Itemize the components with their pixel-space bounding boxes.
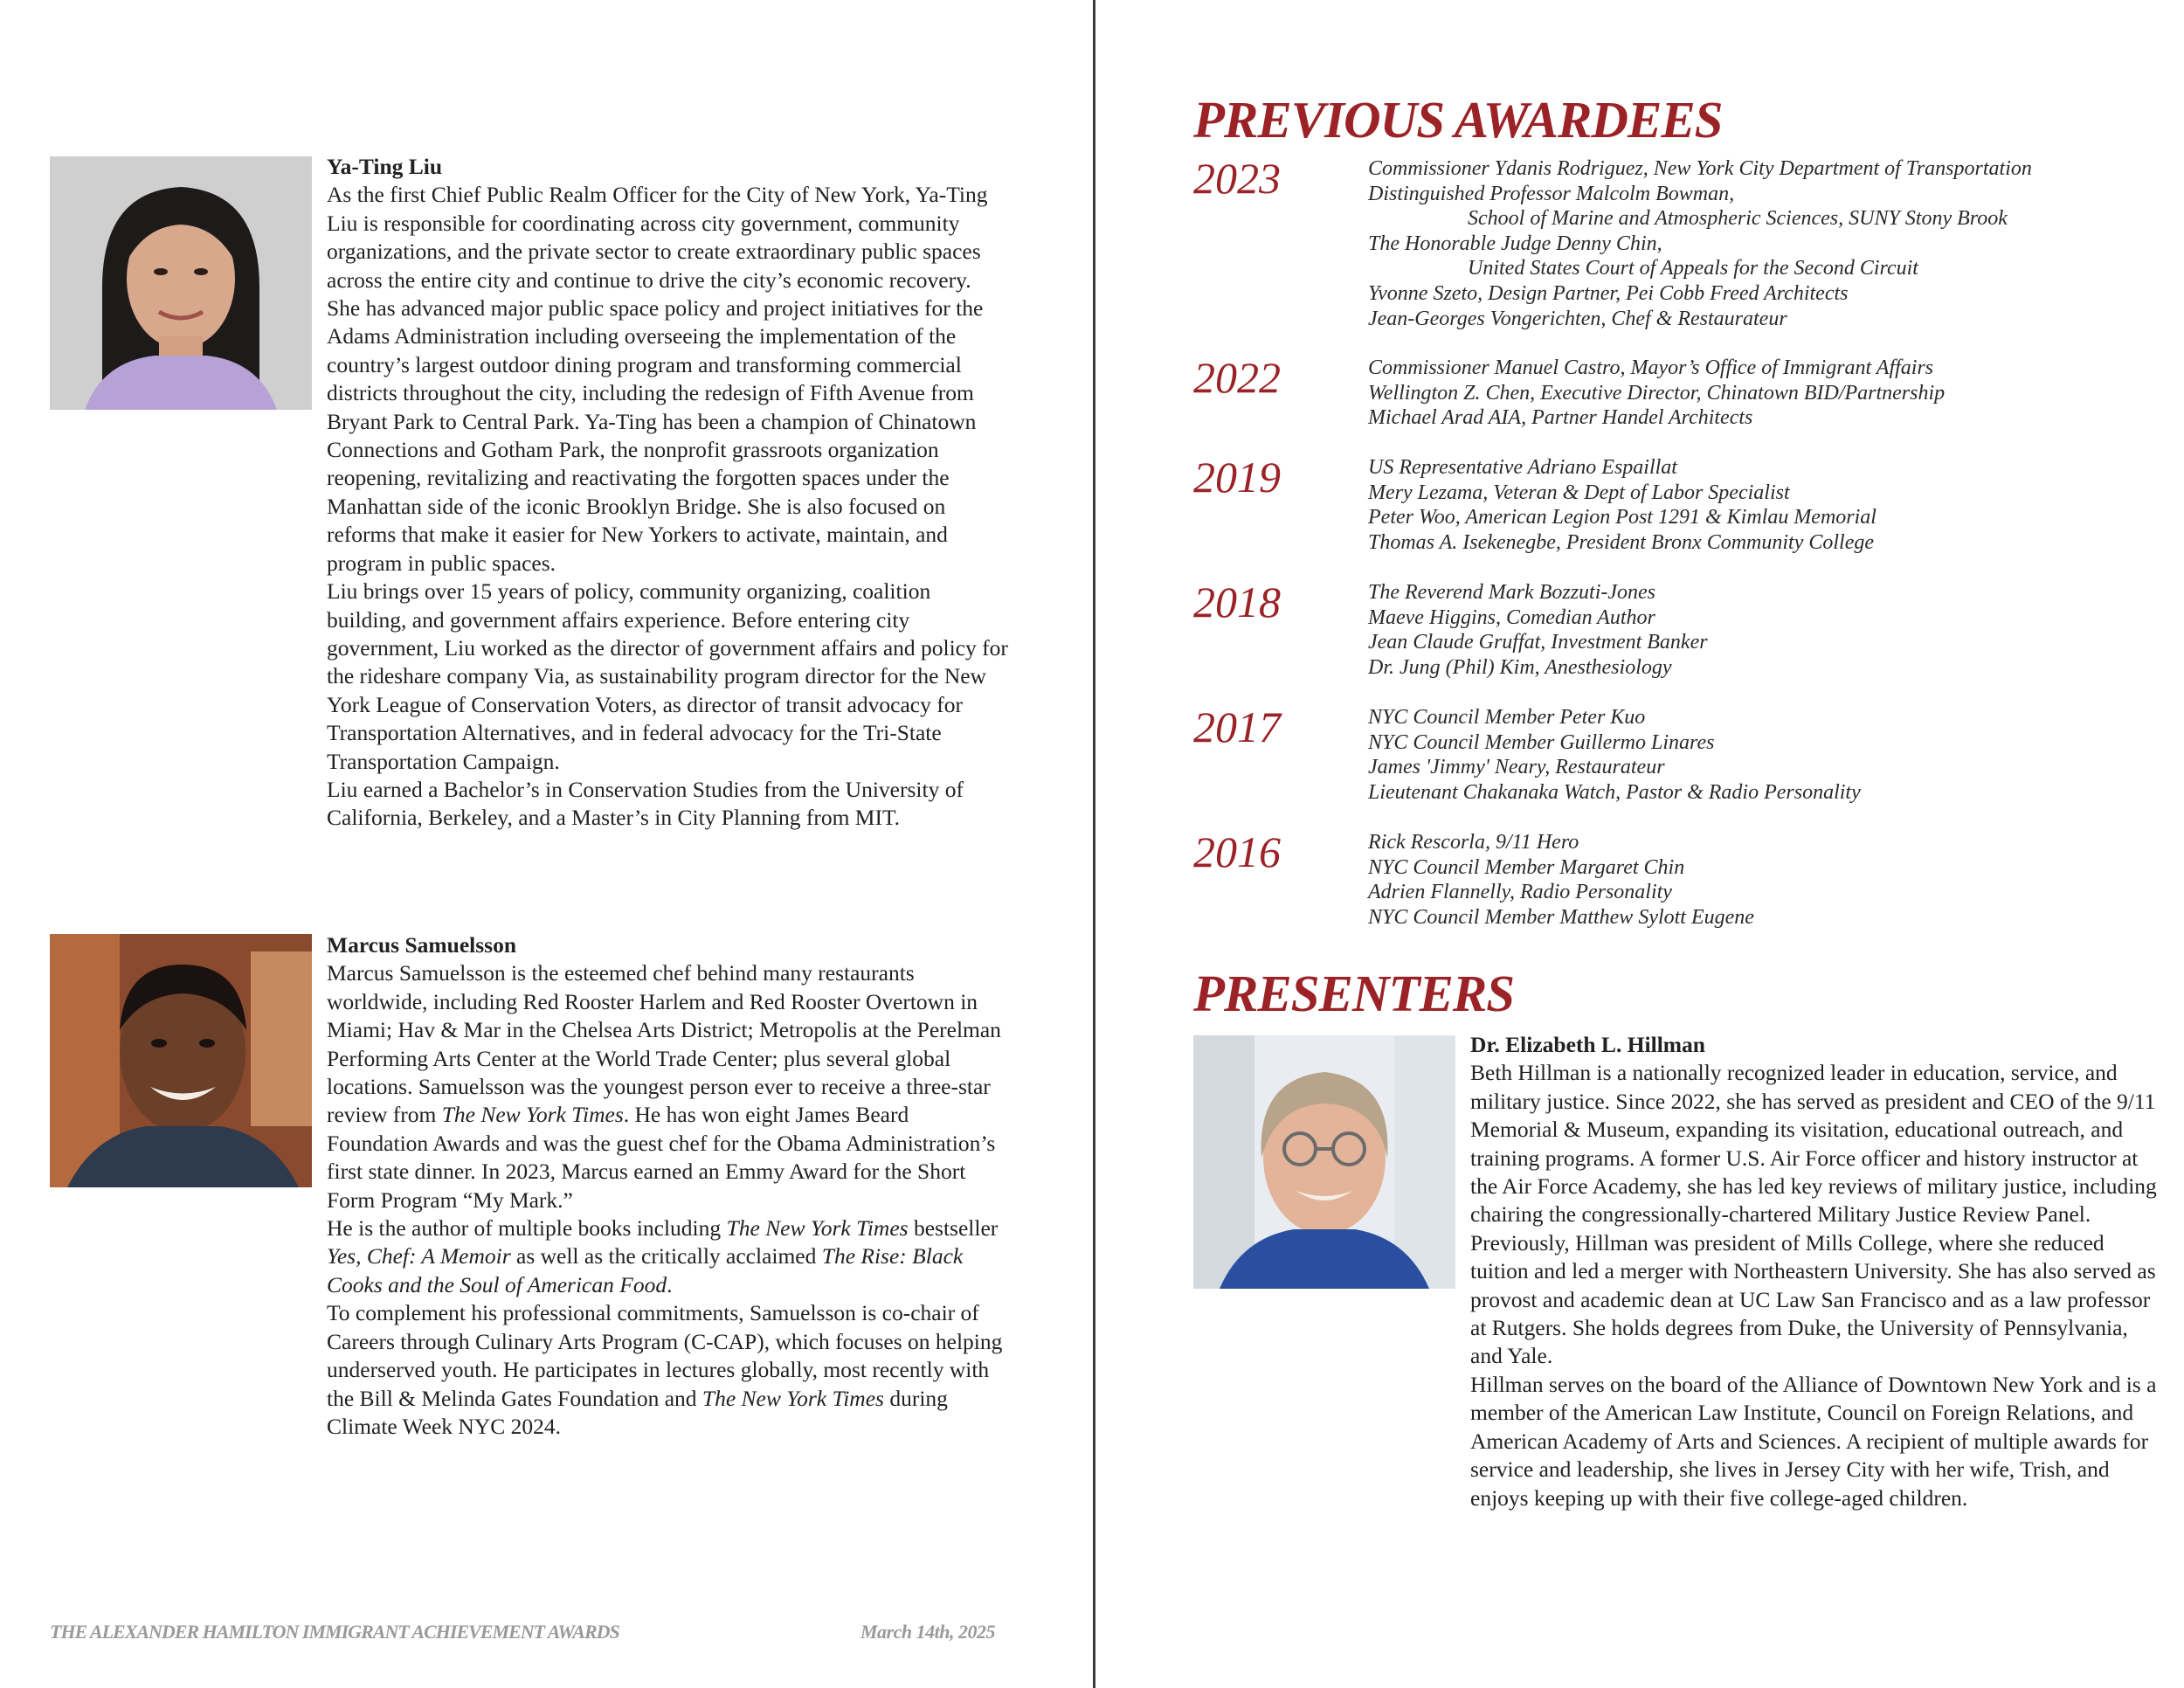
year-label: 2017	[1193, 702, 1281, 751]
awardee: US Representative Adriano Espaillat	[1368, 456, 1677, 479]
awardee: Jean-Georges Vongerichten, Chef & Restaurateur	[1368, 307, 1787, 330]
portrait-marcus-samuelsson	[50, 934, 312, 1187]
awardee-list	[1368, 356, 2154, 431]
year-label: 2019	[1193, 453, 1281, 502]
awardee: NYC Council Member Margaret Chin	[1368, 855, 1685, 879]
bio-paragraph: As the first Chief Public Realm Officer for the City of New York, Ya-Ting Liu is responsible for coordinating across city government, community organizations, and the private sector to create extraordinary public spaces across the entire city and continue to drive the city’s economic recovery.	[327, 182, 988, 293]
bio-elizabeth-hillman	[1470, 1031, 2160, 1512]
awardee: James 'Jimmy' Neary, Restaurateur	[1368, 756, 1665, 779]
awardee: NYC Council Member Guillermo Linares	[1368, 730, 1715, 754]
bio-paragraph: Liu brings over 15 years of policy, community organizing, coalition building, and government affairs experience. Before entering city government, Liu worked as the director of government affairs and policy for the rideshare company Via, as sustainability program director for the New York League of Conservation Voters, as director of transit advocacy for Transportation Alternatives, and in federal advocacy for the Tri-State Transportation Campaign.	[327, 578, 1008, 774]
awardee-list	[1368, 156, 2154, 331]
bio-paragraph: Liu earned a Bachelor’s in Conservation Studies from the University of California, Berkeley, and a Master’s in City Planning from MIT.	[327, 776, 964, 831]
awardee: Lieutenant Chakanaka Watch, Pastor & Radio Personality	[1368, 780, 1861, 804]
bio-paragraph: She has advanced major public space policy and project initiatives for the Adams Administration including overseeing the implementation of the country’s largest outdoor dining program and transforming commercial districts throughout the city, including the redesign of Fifth Avenue from Bryant Park to Central Park. Ya-Ting has been a champion of Chinatown Connections and Gotham Park, the nonprofit grassroots organization reopening, revitalizing and reactivating the forgotten spaces under the Manhattan side of the iconic Brooklyn Bridge. She is also focused on reforms that make it easier for New Yorkers to activate, maintain, and program in public spaces.	[327, 295, 984, 576]
awardee: Jean Claude Gruffat, Investment Banker	[1368, 631, 1708, 654]
awardee-list	[1368, 580, 2154, 680]
awardee: Rick Rescorla, 9/11 Hero	[1368, 831, 1579, 854]
previous-awardees-heading: PREVIOUS AWARDEES	[1193, 91, 1723, 149]
bio-name: Ya-Ting Liu	[327, 154, 443, 179]
awardee: Peter Woo, American Legion Post 1291 & Kimlau Memorial	[1368, 506, 1876, 529]
awardee-list	[1368, 455, 2154, 555]
bio-name: Marcus Samuelsson	[327, 932, 517, 958]
bio-paragraph: Hillman serves on the board of the Alliance of Downtown New York and is a member of the American Law Institute, Council on Foreign Relations, and American Academy of Arts and Sciences. A recipient of multiple awards for service and leadership, she lives in Jersey City with her wife, Trish, and enjoys keeping up with their five college-aged children.	[1470, 1371, 2157, 1511]
bio-paragraph: Beth Hillman is a nationally recognized leader in education, service, and military justice. Since 2022, she has served as president and CEO of the 9/11 Memorial & Museum, expanding its visitation, educational outreach, and training programs. A former U.S. Air Force officer and history instructor at the Air Force Academy, she has led key reviews of military justice, including chairing the congressionally-chartered Military Justice Review Panel.	[1470, 1060, 2157, 1228]
awardee: Commissioner Ydanis Rodriguez, New York City Department of Transportation	[1368, 157, 2032, 180]
bio-paragraph: To complement his professional commitments, Samuelsson is co-chair of Careers through Culinary Arts Program (C-CAP), which focuses on helping underserved youth. He participates in lectures globally, most recently with the Bill & Melinda Gates Foundation and The New York Times during Climate Week NYC 2024.	[327, 1300, 1003, 1439]
awardee: Michael Arad AIA, Partner Handel Architects	[1368, 406, 1753, 430]
bio-paragraph: He is the author of multiple books including The New York Times bestseller Yes, Chef: A Memoir as well as the critically acclaimed The Rise: Black Cooks and the Soul of American Food.	[327, 1215, 999, 1297]
bio-ya-ting-liu	[327, 153, 1008, 833]
page-divider	[1093, 0, 1095, 1688]
awardee: Distinguished Professor Malcolm Bowman,	[1368, 182, 1735, 205]
awardee: NYC Council Member Peter Kuo	[1368, 706, 1646, 729]
footer-title: THE ALEXANDER HAMILTON IMMIGRANT ACHIEVEMENT AWARDS	[50, 1621, 619, 1643]
year-label: 2016	[1193, 827, 1281, 876]
awardee: Maeve Higgins, Comedian Author	[1368, 605, 1655, 629]
year-label: 2018	[1193, 578, 1281, 626]
bio-paragraph: Marcus Samuelsson is the esteemed chef behind many restaurants worldwide, including Red Rooster Harlem and Red Rooster Overtown in Miami; Hav & Mar in the Chelsea Arts District; Metropolis at the Perelman Performing Arts Center at the World Trade Center; plus several global locations. Samuelsson was the youngest person ever to receive a three-star review from The New York Times. He has won eight James Beard Foundation Awards and was the guest chef for the Obama Administration’s first state dinner. In 2023, Marcus earned an Emmy Award for the Short Form Program “My Mark.”	[327, 960, 1001, 1213]
bio-paragraph: Previously, Hillman was president of Mills College, where she reduced tuition and led a merger with Northeastern University. She has also served as provost and academic dean at UC Law San Francisco and as a law professor at Rutgers. She holds degrees from Duke, the University of Pennsylvania, and Yale.	[1470, 1229, 2156, 1369]
footer-date: March 14th, 2025	[860, 1621, 995, 1643]
awardee: Yvonne Szeto, Design Partner, Pei Cobb Freed Architects	[1368, 281, 1849, 305]
portrait-elizabeth-hillman	[1193, 1035, 1455, 1289]
awardee-list	[1368, 830, 2154, 930]
presenters-heading: PRESENTERS	[1193, 965, 1515, 1022]
awardee: School of Marine and Atmospheric Sciences, SUNY Stony Brook	[1468, 207, 2008, 231]
awardee: The Reverend Mark Bozzuti-Jones	[1368, 581, 1656, 604]
awardee: Dr. Jung (Phil) Kim, Anesthesiology	[1368, 655, 1672, 679]
awardee: The Honorable Judge Denny Chin,	[1368, 232, 1662, 255]
year-label: 2023	[1193, 154, 1281, 203]
awardee: Commissioner Manuel Castro, Mayor’s Office of Immigrant Affairs	[1368, 356, 1934, 379]
awardee: NYC Council Member Matthew Sylott Eugene	[1368, 905, 1754, 929]
awardee: Thomas A. Isekenegbe, President Bronx Community College	[1368, 530, 1874, 554]
awardee: Adrien Flannelly, Radio Personality	[1368, 881, 1672, 904]
presenter-name: Dr. Elizabeth L. Hillman	[1470, 1032, 1705, 1057]
awardee: Mery Lezama, Veteran & Dept of Labor Specialist	[1368, 481, 1790, 504]
portrait-ya-ting-liu	[50, 156, 312, 410]
year-label: 2022	[1193, 353, 1281, 402]
awardee: Wellington Z. Chen, Executive Director, Chinatown BID/Partnership	[1368, 381, 1946, 405]
awardee-list	[1368, 705, 2154, 805]
bio-marcus-samuelsson	[327, 931, 1008, 1441]
awardee: United States Court of Appeals for the Second Circuit	[1468, 257, 1918, 280]
